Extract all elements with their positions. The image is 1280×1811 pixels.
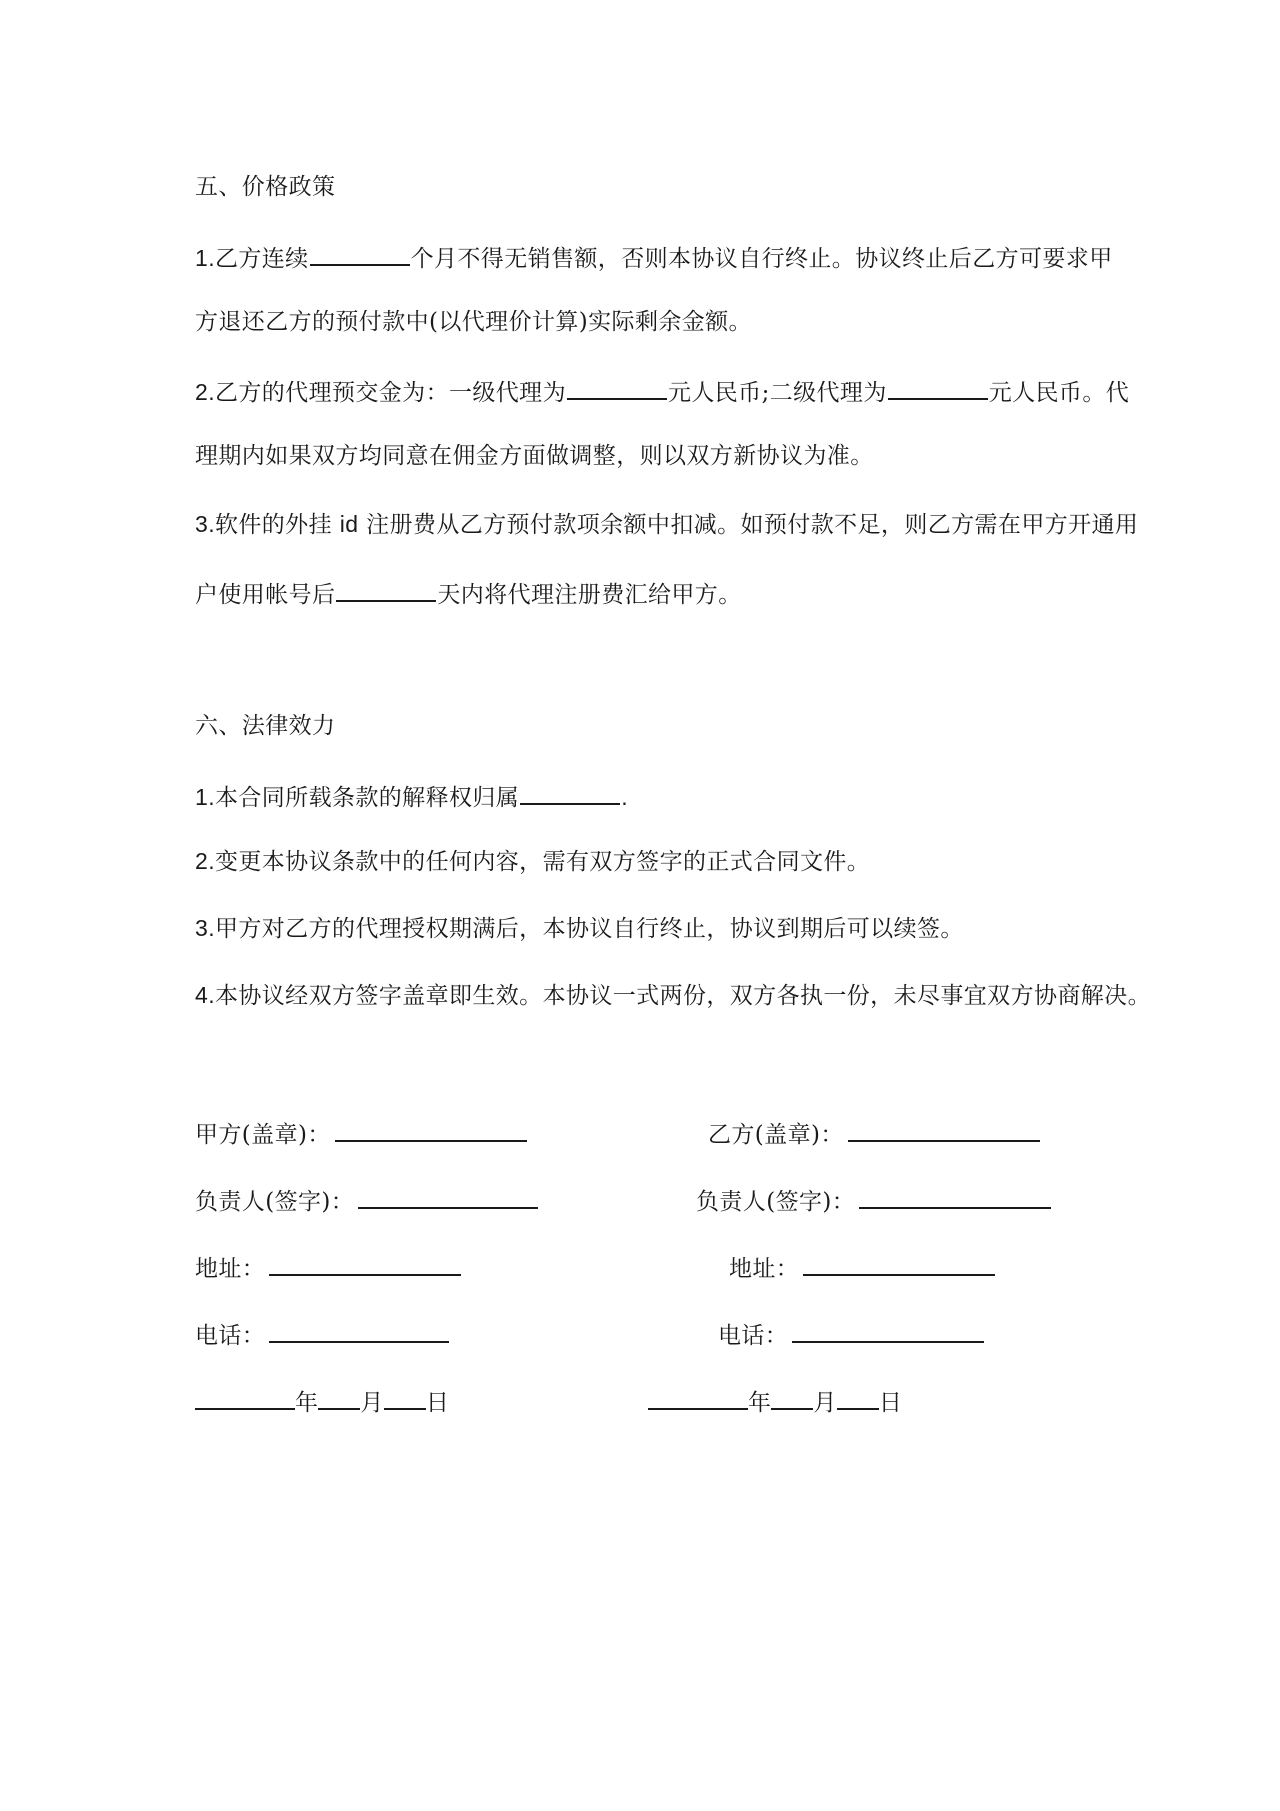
day-field[interactable] (384, 1384, 426, 1410)
section6-item2 (195, 846, 870, 877)
fill-in-blank[interactable] (888, 374, 988, 400)
section6-item1 (195, 779, 628, 813)
label: 负责人(签字)： (696, 1189, 856, 1215)
party-a-phone (195, 1317, 449, 1351)
label: 乙方(盖章)： (708, 1122, 844, 1148)
section5-item1-line1 (195, 240, 1113, 274)
section6-item3 (195, 913, 964, 944)
item-number: 1. (195, 245, 215, 271)
label: 负责人(签字)： (195, 1189, 355, 1215)
seal-field[interactable] (848, 1116, 1040, 1142)
section5-item3-line2 (195, 576, 742, 610)
text: 乙方连续 (214, 246, 309, 272)
address-field[interactable] (803, 1250, 995, 1276)
section5-item2-line2: 理期内如果双方均同意在佣金方面做调整，则以双方新协议为准。 (195, 443, 874, 469)
signature-field[interactable] (358, 1183, 538, 1209)
address-field[interactable] (269, 1250, 461, 1276)
section6-item4 (195, 980, 1151, 1011)
day-field[interactable] (837, 1384, 879, 1410)
fill-in-blank[interactable] (567, 374, 667, 400)
section5-item1-line2: 方退还乙方的预付款中(以代理价计算)实际剩余金额。 (195, 309, 752, 335)
party-b-address (729, 1250, 995, 1284)
party-a-date (195, 1384, 449, 1418)
party-a-seal (195, 1116, 527, 1150)
day-label: 日 (878, 1390, 903, 1416)
item-number: 3. (195, 511, 215, 537)
text: 天内将代理注册费汇给甲方。 (437, 582, 742, 608)
text: 元人民币;二级代理为 (667, 380, 887, 406)
label: 电话： (195, 1323, 266, 1349)
text: 本合同所载条款的解释权归属 (214, 785, 520, 811)
text: 户使用帐号后 (195, 582, 336, 608)
text: 注册费从乙方预付款项余额中扣减。如预付款不足，则乙方需在甲方开通用 (366, 512, 1139, 538)
phone-field[interactable] (269, 1317, 449, 1343)
item-number: 3. (195, 915, 215, 941)
item-number: 2. (195, 848, 215, 874)
text: 元人民币。代 (988, 380, 1130, 406)
section5-heading: 五、价格政策 (195, 174, 336, 200)
text: 甲方对乙方的代理授权期满后，本协议自行终止，协议到期后可以续签。 (214, 916, 964, 942)
label: 地址： (729, 1256, 800, 1282)
year-label: 年 (748, 1390, 772, 1416)
text: 乙方的代理预交金为：一级代理为 (214, 380, 566, 406)
day-label: 日 (425, 1390, 450, 1416)
party-a-address (195, 1250, 461, 1284)
label: 甲方(盖章)： (195, 1122, 331, 1148)
fill-in-blank[interactable] (310, 240, 410, 266)
month-label: 月 (813, 1390, 837, 1416)
year-field[interactable] (195, 1384, 295, 1410)
party-b-phone (718, 1317, 984, 1351)
section5-item3-line1 (195, 509, 1138, 540)
fill-in-blank[interactable] (520, 779, 620, 805)
month-field[interactable] (318, 1384, 360, 1410)
fill-in-blank[interactable] (336, 576, 436, 602)
label: 地址： (195, 1256, 266, 1282)
year-label: 年 (295, 1390, 319, 1416)
section5-item2-line1 (195, 374, 1129, 408)
month-field[interactable] (771, 1384, 813, 1410)
item-number: 2. (195, 379, 215, 405)
text: 本协议经双方签字盖章即生效。本协议一式两份，双方各执一份，未尽事宜双方协商解决。 (214, 983, 1151, 1009)
text: 个月不得无销售额，否则本协议自行终止。协议终止后乙方可要求甲 (410, 246, 1113, 272)
month-label: 月 (360, 1390, 384, 1416)
item-number: 4. (195, 982, 215, 1008)
label: 电话： (718, 1323, 789, 1349)
text: 变更本协议条款中的任何内容，需有双方签字的正式合同文件。 (214, 849, 871, 875)
party-b-responsible (696, 1183, 1051, 1217)
text: . (621, 784, 628, 810)
party-b-date (648, 1384, 902, 1418)
section6-heading: 六、法律效力 (195, 713, 336, 739)
signature-field[interactable] (859, 1183, 1051, 1209)
party-b-seal (708, 1116, 1040, 1150)
party-a-responsible (195, 1183, 538, 1217)
seal-field[interactable] (335, 1116, 527, 1142)
year-field[interactable] (648, 1384, 748, 1410)
text: id (339, 511, 359, 537)
item-number: 1. (195, 784, 215, 810)
text: 软件的外挂 (214, 512, 332, 538)
phone-field[interactable] (792, 1317, 984, 1343)
